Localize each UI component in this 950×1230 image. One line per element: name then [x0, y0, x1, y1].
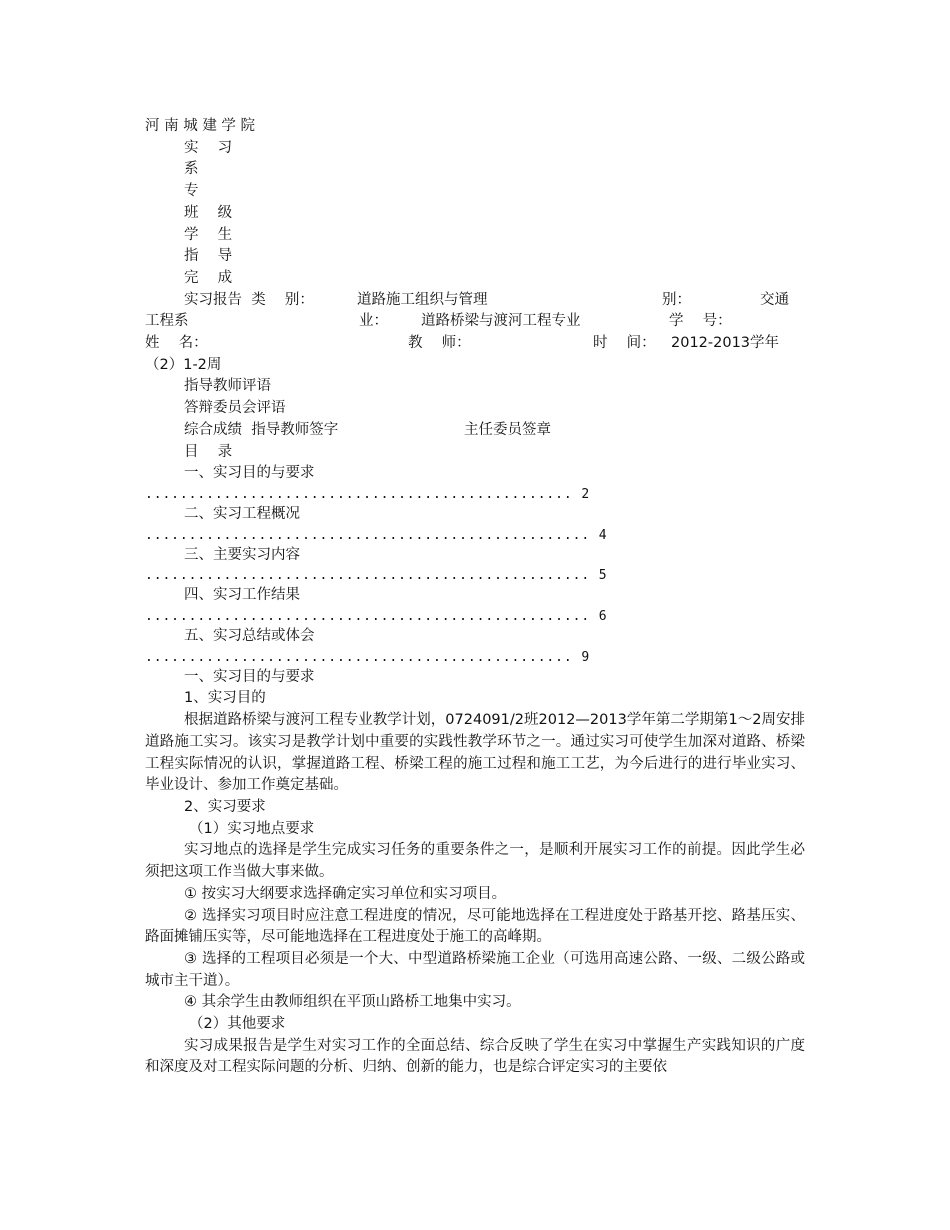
- subsubsection-heading-1: （1）实习地点要求: [189, 820, 315, 837]
- grade-line: [145, 420, 805, 442]
- info-dept-value: 交通: [760, 291, 789, 308]
- toc-title: 目 录: [184, 443, 233, 460]
- paragraph-location: 实习地点的选择是学生完成实习任务的重要条件之一，是顺利开展实习工作的前提。因此学生必须把这项工作当做大事来做。: [145, 842, 805, 881]
- cover-label-student: 学 生: [184, 226, 233, 243]
- info-teacher-label: 教 师：: [408, 335, 471, 352]
- toc-item-4: 四、实习工作结果: [184, 587, 300, 604]
- paragraph-item-4: ④ 其余学生由教师组织在平顶山路桥工地集中实习。: [184, 994, 521, 1011]
- paragraph-item-2: ② 选择实习项目时应注意工程进度的情况，尽可能地选择在工程进度处于路基开挖、路基压实、路面摊铺压实等，尽可能地选择在工程进度处于施工的高峰期。: [145, 907, 805, 946]
- toc-dots-2: ................................................... 4: [145, 527, 608, 543]
- document-page: [145, 116, 805, 1079]
- committee-sign: 主任委员签章: [464, 421, 551, 438]
- toc-item-2: 二、实习工程概况: [184, 505, 300, 522]
- info-major-value: 道路桥梁与渡河工程专业: [421, 313, 581, 330]
- info-name-label: 姓 名：: [145, 335, 208, 352]
- info-line-1: [145, 290, 805, 312]
- info-dept-value-cont: 工程系: [145, 313, 189, 330]
- subsection-heading-1: 1、实习目的: [184, 690, 266, 707]
- info-time-label: 时 间：: [593, 335, 656, 352]
- toc-dots-1: ................................................. 2: [145, 486, 591, 502]
- info-line-3: [145, 333, 805, 355]
- cover-label-class: 班 级: [184, 204, 233, 221]
- subsection-heading-2: 2、实习要求: [184, 798, 266, 815]
- toc-dots-4: ................................................... 6: [145, 609, 608, 625]
- info-id-label: 学 号：: [669, 313, 732, 330]
- committee-comment-label: 答辩委员会评语: [184, 400, 286, 417]
- info-category-value: 道路施工组织与管理: [357, 291, 488, 308]
- grade-teacher-sign: 综合成绩 指导教师签字: [184, 421, 339, 438]
- teacher-comment-label: 指导教师评语: [184, 378, 271, 395]
- cover-label-major: 专: [184, 183, 199, 200]
- cover-label-practice: 实 习: [184, 139, 233, 156]
- cover-label-dept: 系: [184, 161, 199, 178]
- cover-label-guide: 指 导: [184, 248, 233, 265]
- toc-item-3: 三、主要实习内容: [184, 546, 300, 563]
- toc-item-1: 一、实习目的与要求: [184, 465, 315, 482]
- info-category-label: 实习报告 类 别：: [184, 291, 314, 308]
- section-heading-1: 一、实习目的与要求: [184, 668, 315, 685]
- paragraph-purpose: 根据道路桥梁与渡河工程专业教学计划，0724091/2班2012—2013学年第二学期第1～2周安排道路施工实习。该实习是教学计划中重要的实践性教学环节之一。通过实习可使学生加深对道路、桥梁工程实际情况的认识，掌握道路工程、桥梁工程的施工过程和施工工艺，为今后进行的进行毕业实习、毕业设计、参加工作奠定基础。: [145, 712, 805, 794]
- info-time-value: 2012-2013学年: [671, 335, 780, 352]
- subsubsection-heading-2: （2）其他要求: [189, 1016, 286, 1033]
- info-major-label: 业：: [359, 313, 388, 330]
- toc-dots-3: ................................................... 5: [145, 568, 608, 584]
- paragraph-other: 实习成果报告是学生对实习工作的全面总结、综合反映了学生在实习中掌握生产实践知识的广度和深度及对工程实际问题的分析、归纳、创新的能力，也是综合评定实习的主要依: [145, 1037, 805, 1076]
- toc-item-5: 五、实习总结或体会: [184, 628, 315, 645]
- paragraph-item-1: ① 按实习大纲要求选择确定实习单位和实习项目。: [184, 885, 507, 902]
- info-dept-label: 别：: [662, 291, 691, 308]
- toc-dots-5: ................................................. 9: [145, 649, 591, 665]
- school-name: 河 南 城 建 学 院: [145, 118, 256, 134]
- info-line-4: （2）1-2周: [145, 356, 222, 373]
- info-line-2: [145, 311, 805, 333]
- cover-label-complete: 完 成: [184, 269, 233, 286]
- paragraph-item-3: ③ 选择的工程项目必须是一个大、中型道路桥梁施工企业（可选用高速公路、一级、二级公路或城市主干道）。: [145, 950, 805, 989]
